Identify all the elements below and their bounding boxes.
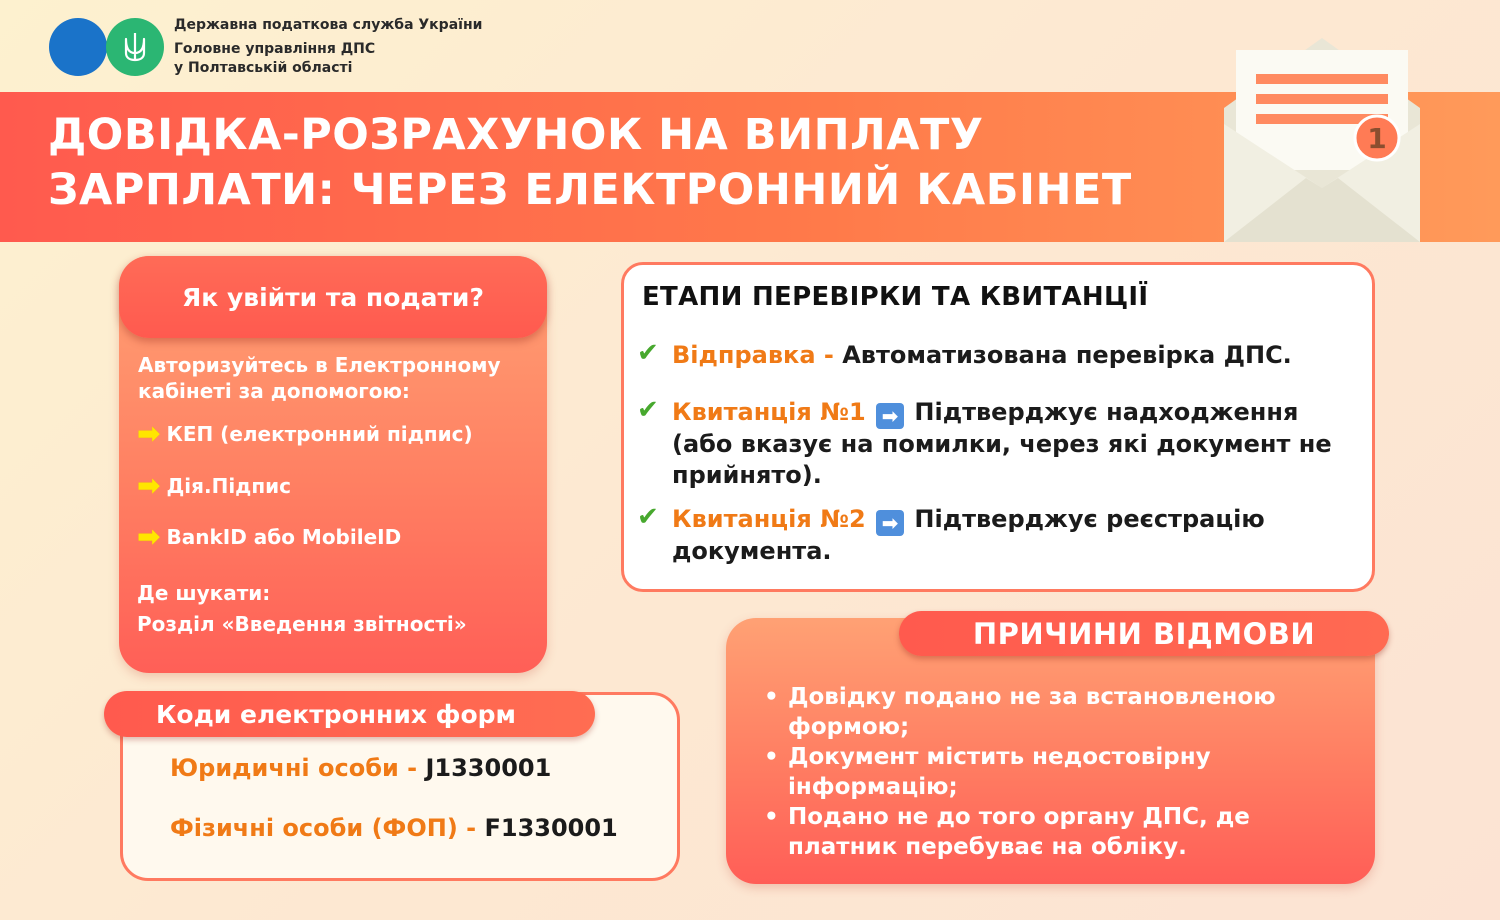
auth-option-diia	[137, 469, 292, 502]
code-value: F1330001	[484, 814, 618, 842]
dps-logo-blue-circle	[49, 18, 107, 76]
code-label: Юридичні особи -	[170, 754, 426, 782]
reason-item: • Документ містить недостовірну інформацію;	[764, 742, 1364, 802]
code-label: Фізичні особи (ФОП) -	[170, 814, 485, 842]
stage-description: Автоматизована перевірка ДПС.	[842, 341, 1292, 369]
stage-name: Відправка	[672, 341, 816, 369]
stage-name: Квитанція №2	[672, 505, 866, 533]
checkmark-icon: ✔	[637, 395, 659, 425]
reason-item: • Довідку подано не за встановленою формою;	[764, 682, 1364, 742]
auth-option-label: КЕП (електронний підпис)	[166, 422, 473, 446]
reason-item: • Подано не до того органу ДПС, де платник перебуває на обліку.	[764, 802, 1364, 862]
reasons-list	[764, 682, 1364, 862]
stage-description: Підтверджує надходження (або вказує на помилки, через які документ не прийнято).	[672, 398, 1332, 489]
checkmark-icon: ✔	[637, 338, 659, 368]
codes-heading: Коди електронних форм	[104, 691, 595, 737]
auth-option-label: Дія.Підпис	[166, 474, 292, 498]
where-label: Де шукати:	[137, 581, 271, 605]
reasons-heading: ПРИЧИНИ ВІДМОВИ	[899, 611, 1389, 656]
auth-option-label: BankID або MobileID	[166, 525, 402, 549]
where-value: Розділ «Введення звітності»	[137, 612, 467, 636]
yellow-arrow-icon: ➡	[137, 469, 161, 502]
auth-option-bankid	[137, 520, 402, 553]
org-line-2: Головне управління ДПС	[174, 41, 376, 57]
stage-name: Квитанція №1	[672, 398, 866, 426]
stages-heading: ЕТАПИ ПЕРЕВІРКИ ТА КВИТАНЦІЇ	[642, 282, 1149, 312]
auth-intro: Авторизуйтесь в Електронному кабінеті за допомогою:	[138, 353, 501, 403]
trident-icon	[122, 31, 148, 63]
stage-item-receipt-2	[672, 504, 1362, 567]
code-row-legal	[170, 754, 551, 782]
title-line-1: ДОВІДКА-РОЗРАХУНОК НА ВИПЛАТУ	[48, 110, 984, 160]
code-value: J1330001	[425, 754, 552, 782]
dps-logo-green-circle	[106, 18, 164, 76]
checkmark-icon: ✔	[637, 502, 659, 532]
stage-item-receipt-1	[672, 397, 1362, 491]
envelope-badge: 1	[1367, 122, 1387, 155]
right-arrow-icon: ➡	[876, 510, 904, 536]
page-title	[48, 108, 1208, 218]
stage-description: Підтверджує реєстрацію документа.	[672, 505, 1265, 565]
organization-name	[174, 16, 482, 78]
title-line-2: ЗАРПЛАТИ: ЧЕРЕЗ ЕЛЕКТРОННИЙ КАБІНЕТ	[48, 165, 1132, 215]
envelope-icon	[1222, 38, 1422, 242]
where-to-find	[137, 578, 467, 640]
org-line-3: у Полтавській області	[174, 60, 353, 76]
stage-separator: -	[815, 341, 843, 369]
yellow-arrow-icon: ➡	[137, 417, 161, 450]
stage-item-sending	[672, 340, 1362, 371]
auth-option-kep	[137, 417, 473, 450]
yellow-arrow-icon: ➡	[137, 520, 161, 553]
how-to-heading: Як увійти та подати?	[119, 256, 547, 338]
right-arrow-icon: ➡	[876, 403, 904, 429]
code-row-individual	[170, 814, 618, 842]
org-line-1: Державна податкова служба України	[174, 17, 483, 33]
